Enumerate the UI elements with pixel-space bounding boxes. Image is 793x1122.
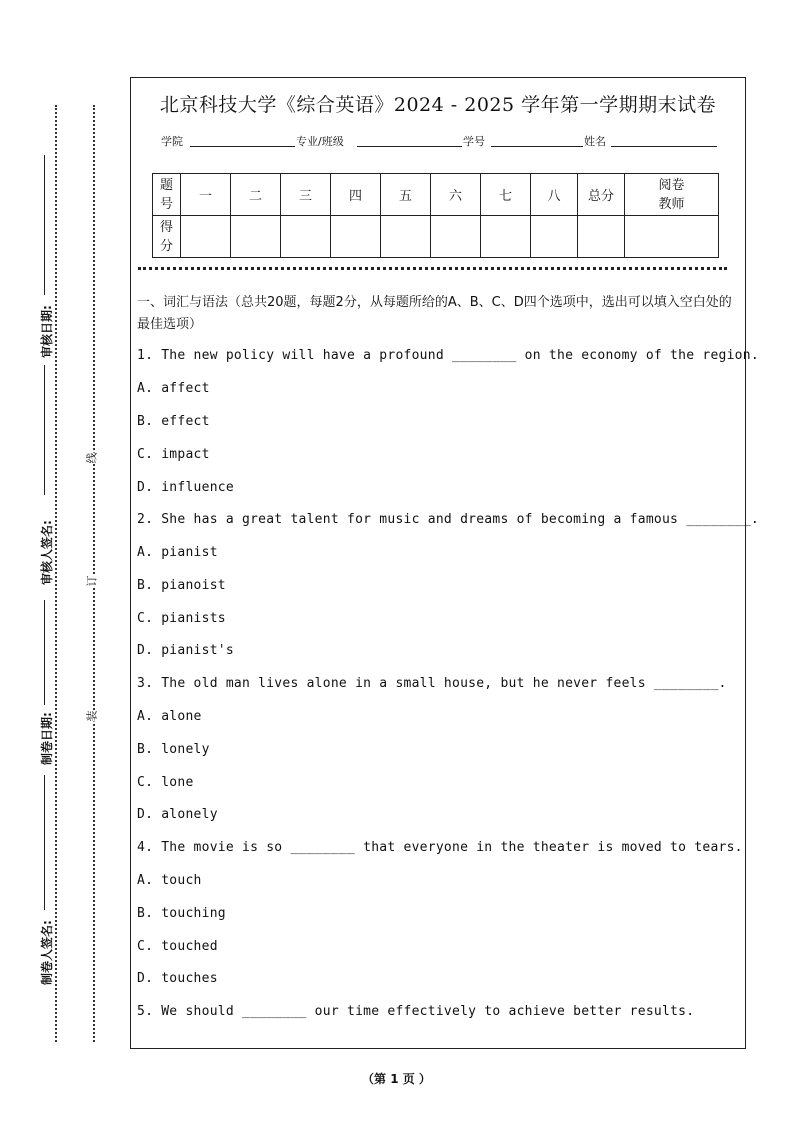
major-class-label: 专业/班级	[296, 135, 344, 148]
binding-dotted-line-outer	[55, 105, 57, 1042]
score-row	[153, 216, 719, 258]
review-date-line	[44, 155, 45, 295]
question-4-option-a[interactable]: A. touch	[137, 873, 202, 888]
score-table-header-row	[153, 174, 719, 216]
paper-maker-signature-line	[44, 775, 45, 910]
binding-dotted-line-inner	[93, 105, 95, 1042]
dotted-separator	[138, 267, 727, 270]
question-2-option-c[interactable]: C. pianists	[137, 611, 226, 626]
score-cell-6[interactable]	[431, 216, 481, 258]
score-table	[152, 173, 719, 258]
question-number-header: 题 号	[153, 174, 181, 216]
col-8: 八	[531, 174, 578, 216]
question-1-stem: 1. The new policy will have a profound ________ on the economy of the region.	[137, 348, 759, 363]
question-3-option-c[interactable]: C. lone	[137, 775, 194, 790]
col-total: 总分	[578, 174, 625, 216]
question-2-option-a[interactable]: A. pianist	[137, 545, 218, 560]
binding-char-bind: 订	[85, 575, 99, 587]
question-1-option-c[interactable]: C. impact	[137, 447, 210, 462]
col-2: 二	[231, 174, 281, 216]
score-cell-8[interactable]	[531, 216, 578, 258]
college-label: 学院	[161, 135, 183, 148]
exam-title: 北京科技大学《综合英语》2024 - 2025 学年第一学期期末试卷	[159, 94, 717, 116]
col-6: 六	[431, 174, 481, 216]
binding-char-mount: 装	[85, 710, 99, 722]
name-blank[interactable]	[611, 146, 717, 147]
student-id-label: 学号	[463, 135, 485, 148]
college-blank[interactable]	[190, 146, 295, 147]
score-cell-2[interactable]	[231, 216, 281, 258]
question-4-option-c[interactable]: C. touched	[137, 939, 218, 954]
name-label: 姓名	[584, 135, 606, 148]
page-number: （第 1 页 ）	[362, 1072, 431, 1086]
score-cell-5[interactable]	[381, 216, 431, 258]
question-4-option-b[interactable]: B. touching	[137, 906, 226, 921]
score-cell-7[interactable]	[481, 216, 531, 258]
question-4-stem: 4. The movie is so ________ that everyone in the theater is moved to tears.	[137, 840, 743, 855]
question-1-option-d[interactable]: D. influence	[137, 480, 234, 495]
question-2-option-d[interactable]: D. pianist's	[137, 643, 234, 658]
question-4-option-d[interactable]: D. touches	[137, 971, 218, 986]
score-row-label: 得 分	[153, 216, 181, 258]
question-1-option-b[interactable]: B. effect	[137, 414, 210, 429]
score-cell-1[interactable]	[181, 216, 231, 258]
question-2-stem: 2. She has a great talent for music and dreams of becoming a famous ________.	[137, 512, 759, 527]
question-3-stem: 3. The old man lives alone in a small house, but he never feels ________.	[137, 676, 727, 691]
paper-date-line	[44, 600, 45, 705]
col-1: 一	[181, 174, 231, 216]
score-cell-3[interactable]	[281, 216, 331, 258]
col-7: 七	[481, 174, 531, 216]
student-id-blank[interactable]	[491, 146, 583, 147]
question-3-option-d[interactable]: D. alonely	[137, 807, 218, 822]
binding-char-line: 线	[85, 452, 99, 464]
col-4: 四	[331, 174, 381, 216]
reviewer-cell[interactable]	[625, 216, 719, 258]
question-2-option-b[interactable]: B. pianoist	[137, 578, 226, 593]
score-cell-4[interactable]	[331, 216, 381, 258]
score-cell-total[interactable]	[578, 216, 625, 258]
reviewer-signature-line	[44, 365, 45, 495]
reviewer-header: 阅卷 教师	[625, 174, 719, 216]
question-3-option-b[interactable]: B. lonely	[137, 742, 210, 757]
col-3: 三	[281, 174, 331, 216]
section-1-heading: 一、词汇与语法（总共20题，每题2分，从每题所给的A、B、C、D四个选项中，选出可以填入空白处的最佳选项）	[137, 295, 732, 332]
col-5: 五	[381, 174, 431, 216]
question-1-option-a[interactable]: A. affect	[137, 381, 210, 396]
question-3-option-a[interactable]: A. alone	[137, 709, 202, 724]
major-class-blank[interactable]	[357, 146, 462, 147]
exam-frame	[130, 77, 759, 1049]
question-5-stem: 5. We should ________ our time effectively to achieve better results.	[137, 1004, 695, 1019]
